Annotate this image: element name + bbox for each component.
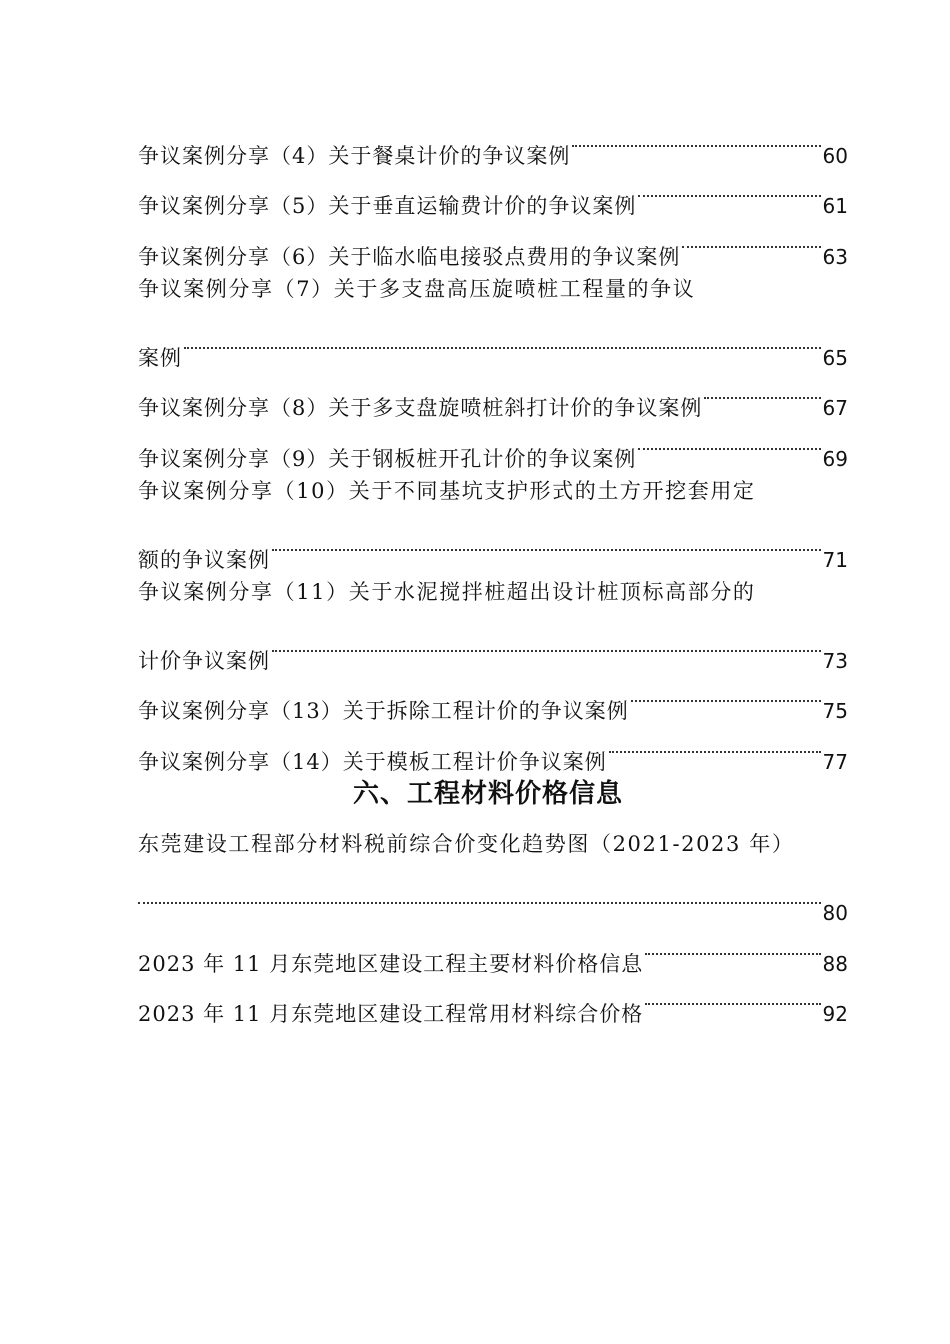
dot-leader (631, 668, 821, 719)
toc-entry-title-continued: 计价争议案例 (138, 648, 270, 673)
dot-leader (572, 112, 820, 163)
dot-leader (645, 920, 820, 971)
toc-entry-title: 争议案例分享（14）关于模板工程计价争议案例 (138, 749, 607, 774)
toc-entry[interactable] (138, 112, 848, 168)
section-heading: 六、工程材料价格信息 (352, 778, 623, 809)
table-of-contents (138, 112, 848, 1026)
toc-page-number: 73 (822, 648, 848, 673)
toc-page-number: 80 (822, 901, 848, 925)
toc-entry-title: 东莞建设工程部分材料税前综合价变化趋势图（2021-2023 年） (138, 832, 795, 856)
toc-page-number: 92 (822, 1002, 848, 1026)
toc-page-number: 61 (822, 194, 848, 218)
dot-leader (682, 213, 820, 264)
toc-page-number: 65 (822, 345, 848, 370)
toc-entry-title: 2023 年 11 月东莞地区建设工程常用材料综合价格 (138, 1002, 644, 1026)
toc-entry-title: 争议案例分享（6）关于临水临电接驳点费用的争议案例 (138, 244, 681, 269)
dot-leader (704, 365, 820, 416)
toc-entry-title: 争议案例分享（4）关于餐桌计价的争议案例 (138, 143, 571, 168)
dot-leader (645, 971, 820, 1022)
toc-entry-line2[interactable] (138, 870, 848, 925)
toc-entry-line1[interactable] (138, 819, 848, 870)
toc-page-number: 71 (822, 547, 848, 572)
toc-entry-title: 争议案例分享（13）关于拆除工程计价的争议案例 (138, 699, 629, 723)
toc-entry-line1[interactable] (138, 466, 848, 517)
toc-entry-line1[interactable] (138, 567, 848, 618)
toc-page-number: 67 (822, 396, 848, 420)
toc-entry-title-continued: 额的争议案例 (138, 547, 270, 572)
toc-entry[interactable] (138, 920, 848, 976)
toc-entry-title: 争议案例分享（9）关于钢板桩开孔计价的争议案例 (138, 446, 637, 471)
dot-leader (609, 718, 821, 769)
toc-entry-title: 争议案例分享（8）关于多支盘旋喷桩斜打计价的争议案例 (138, 396, 703, 420)
toc-page-number: 63 (822, 244, 848, 269)
dot-leader (272, 516, 821, 567)
toc-page-number: 88 (822, 951, 848, 976)
toc-entry-title: 2023 年 11 月东莞地区建设工程主要材料价格信息 (138, 951, 644, 976)
toc-entry-title: 争议案例分享（10）关于不同基坑支护形式的土方开挖套用定 (138, 478, 756, 503)
toc-page-number: 69 (822, 446, 848, 471)
toc-entry-title: 争议案例分享（5）关于垂直运输费计价的争议案例 (138, 194, 637, 218)
toc-entry-line2[interactable] (138, 617, 848, 673)
toc-entry-line2[interactable] (138, 516, 848, 572)
toc-entry-title-continued: 案例 (138, 345, 182, 370)
toc-page-number: 75 (822, 699, 848, 723)
toc-page-number: 77 (822, 749, 848, 774)
dot-leader (638, 163, 820, 214)
toc-entry-title: 争议案例分享（11）关于水泥搅拌桩超出设计桩顶标高部分的 (138, 579, 756, 604)
toc-entry-line1[interactable] (138, 264, 848, 315)
toc-page-number: 60 (822, 143, 848, 168)
toc-entry-title: 争议案例分享（7）关于多支盘高压旋喷桩工程量的争议 (138, 276, 696, 301)
dot-leader (272, 617, 821, 668)
toc-entry[interactable] (138, 365, 848, 420)
dot-leader (138, 870, 821, 921)
toc-entry-line2[interactable] (138, 314, 848, 370)
dot-leader (638, 415, 820, 466)
dot-leader (184, 314, 821, 365)
